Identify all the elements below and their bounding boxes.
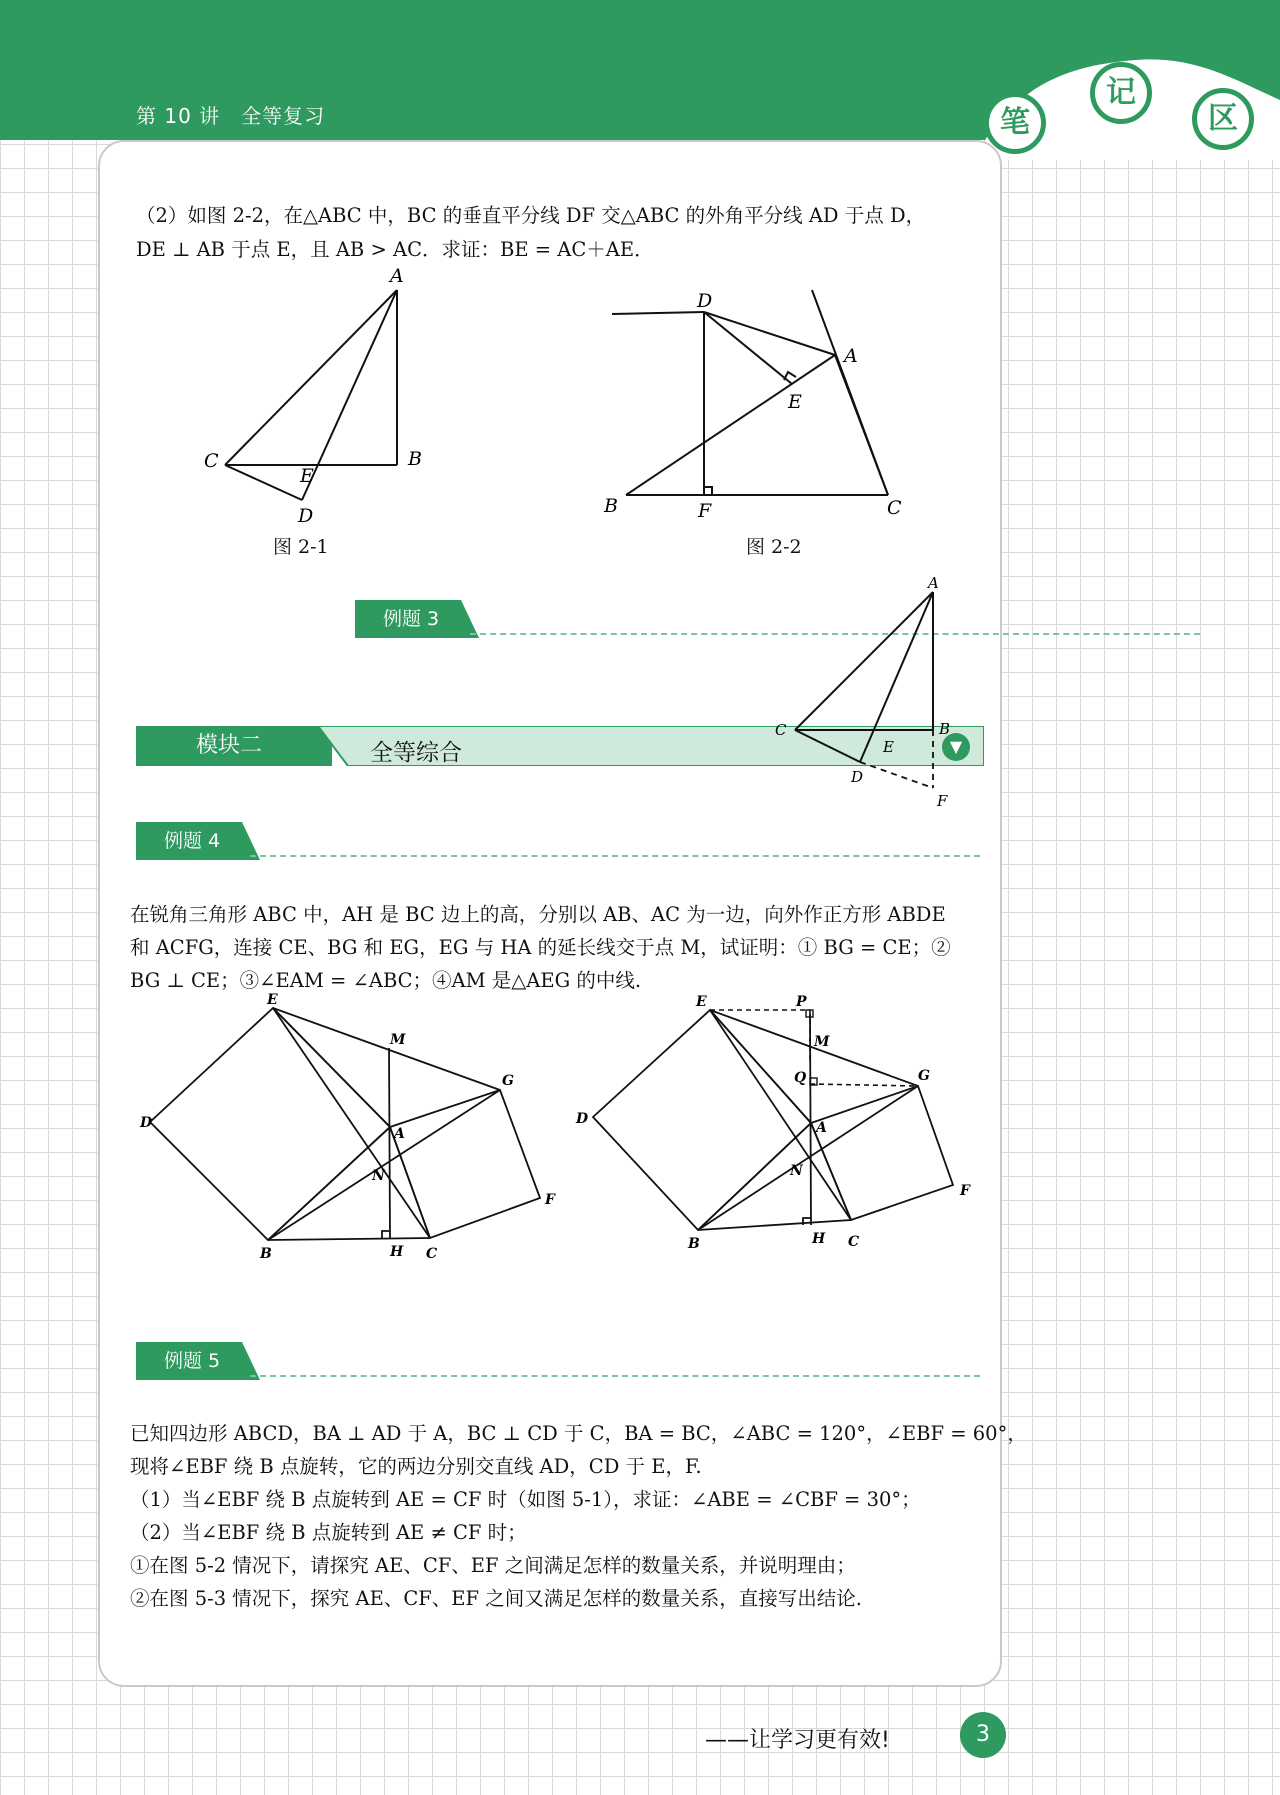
fig21-label-c: C <box>204 450 219 472</box>
notes-char-2: 记 <box>1090 62 1152 124</box>
notes-char-1: 笔 <box>984 92 1046 154</box>
fig4b-label-e: E <box>696 994 707 1010</box>
figure-2-1 <box>190 260 440 530</box>
fig4b-label-d: D <box>576 1111 589 1127</box>
module2-title: 全等综合 <box>370 740 462 766</box>
fig22-label-c: C <box>887 497 902 519</box>
page-number: 3 <box>960 1712 1006 1758</box>
fig22-label-b: B <box>604 495 618 517</box>
example3-tag: 例题 3 <box>355 600 461 638</box>
example5-line3: （1）当∠EBF 绕 B 点旋转到 AE = CF 时（如图 5-1），求证：∠ABE = ∠CBF = 30°； <box>130 1488 921 1511</box>
fig22-label-f: F <box>698 500 712 522</box>
fig22-label-a: A <box>844 345 858 367</box>
fig22-label-e: E <box>788 391 802 413</box>
footer-slogan: ——让学习更有效! <box>705 1728 890 1753</box>
fig4b-label-m: M <box>814 1034 830 1050</box>
fig21-label-b: B <box>408 448 422 470</box>
fig4b-label-f: F <box>960 1183 970 1199</box>
fig4a-label-c: C <box>426 1246 438 1260</box>
fig4a-label-a: A <box>394 1126 405 1142</box>
fig4a-label-e: E <box>267 992 278 1008</box>
example5-line6: ②在图 5-3 情况下，探究 AE、CF、EF 之间又满足怎样的数量关系，直接写出结论. <box>130 1587 862 1610</box>
fig4b-label-h: H <box>812 1231 826 1247</box>
fig4b-label-q: Q <box>794 1070 807 1086</box>
problem2-line2: DE ⊥ AB 于点 E，且 AB > AC．求证：BE = AC＋AE． <box>136 238 654 261</box>
ex3-label-c: C <box>775 721 787 739</box>
example4-tag: 例题 4 <box>136 822 242 860</box>
example5-tag: 例题 5 <box>136 1342 242 1380</box>
fig4a-label-f: F <box>545 1192 555 1208</box>
example4-line2: 和 ACFG，连接 CE、BG 和 EG，EG 与 HA 的延长线交于点 M，试证明：① BG = CE；② <box>130 936 951 959</box>
fig21-label-e: E <box>300 465 314 487</box>
example4-line1: 在锐角三角形 ABC 中，AH 是 BC 边上的高，分别以 AB、AC 为一边，向外作正方形 ABDE <box>130 903 946 926</box>
module2-chevron-down-icon[interactable]: ▼ <box>942 733 970 761</box>
fig4a-label-d: D <box>140 1115 153 1131</box>
figure-4b <box>568 990 998 1270</box>
figure-4a <box>130 990 570 1260</box>
example4-divider <box>250 855 980 857</box>
example3-figure <box>765 570 965 810</box>
ex3-label-e: E <box>883 738 894 756</box>
fig4a-label-b: B <box>260 1246 272 1260</box>
example5-line1: 已知四边形 ABCD，BA ⊥ AD 于 A，BC ⊥ CD 于 C，BA = BC，∠ABC = 120°，∠EBF = 60°， <box>130 1422 1027 1445</box>
figure-2-2-caption: 图 2-2 <box>746 536 802 558</box>
example5-divider <box>250 1375 980 1377</box>
module2-tag: 模块二 <box>136 726 332 766</box>
fig4b-label-n: N <box>790 1163 803 1179</box>
lesson-title: 第 10 讲 全等复习 <box>136 104 326 128</box>
fig4a-label-m: M <box>390 1032 406 1048</box>
fig4b-label-g: G <box>918 1068 930 1084</box>
figure-2-2 <box>600 280 920 530</box>
ex3-label-f: F <box>937 792 948 810</box>
fig4a-label-n: N <box>372 1168 385 1184</box>
notes-char-3: 区 <box>1192 88 1254 150</box>
problem2-line1: （2）如图 2-2，在△ABC 中，BC 的垂直平分线 DF 交△ABC 的外角平分线 AD 于点 D， <box>136 204 926 227</box>
fig4a-label-g: G <box>502 1073 514 1089</box>
fig4b-label-c: C <box>848 1234 860 1250</box>
example5-line4: （2）当∠EBF 绕 B 点旋转到 AE ≠ CF 时； <box>130 1521 527 1544</box>
fig21-label-a: A <box>390 265 404 287</box>
example4-line3: BG ⊥ CE；③∠EAM = ∠ABC；④AM 是△AEG 的中线. <box>130 969 642 992</box>
fig4b-label-a: A <box>816 1120 827 1136</box>
ex3-label-a: A <box>928 574 939 592</box>
fig4b-label-p: P <box>796 994 807 1010</box>
fig22-label-d: D <box>697 290 713 312</box>
example5-line2: 现将∠EBF 绕 B 点旋转，它的两边分别交直线 AD，CD 于 E，F. <box>130 1455 702 1478</box>
example5-line5: ①在图 5-2 情况下，请探究 AE、CF、EF 之间满足怎样的数量关系，并说明理由； <box>130 1554 856 1577</box>
fig4b-label-b: B <box>688 1236 700 1252</box>
figure-2-1-caption: 图 2-1 <box>273 536 329 558</box>
ex3-label-b: B <box>939 720 951 738</box>
fig4a-label-h: H <box>390 1244 404 1260</box>
ex3-label-d: D <box>851 768 864 786</box>
fig21-label-d: D <box>298 505 314 527</box>
